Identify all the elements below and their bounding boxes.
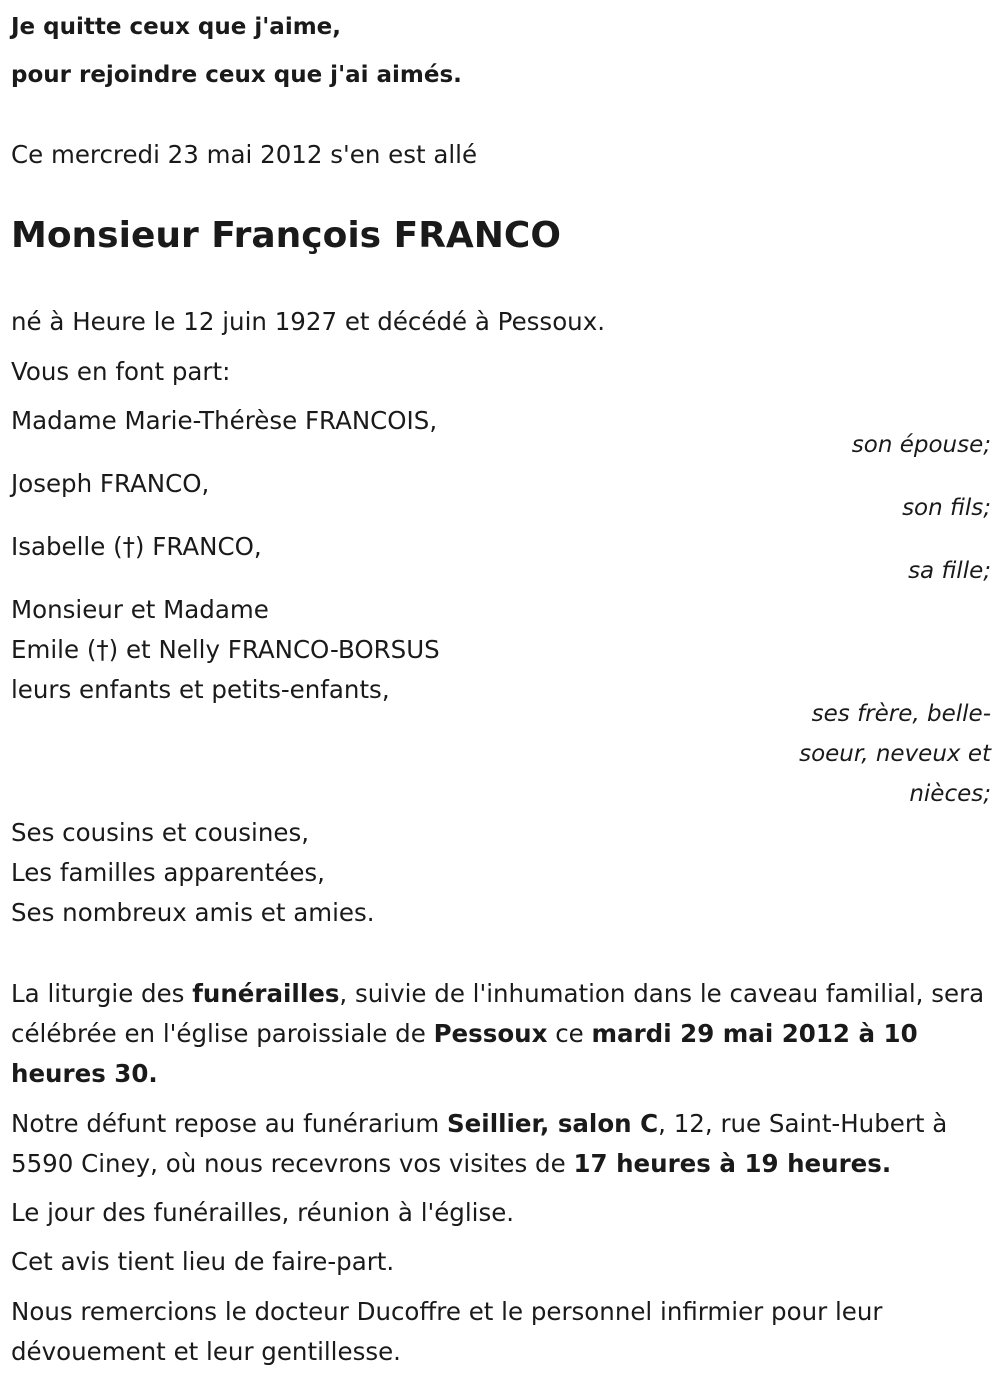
intro-text: Ce mercredi 23 mai 2012 s'en est allé [11,140,478,169]
sibling-line-3: leurs enfants et petits-enfants, [11,675,390,704]
funeral-paragraph [11,974,991,1094]
funeral-text-1: La liturgie des [11,979,193,1008]
family-member-name: Madame Marie-Thérèse FRANCOIS, [11,406,438,435]
deceased-name: Monsieur François FRANCO [11,215,561,256]
quote-line-2: pour rejoindre ceux que j'ai aimés. [11,62,462,88]
funeral-bold-2: Pessoux [433,1019,548,1048]
funeral-bold-1: funérailles [192,979,340,1008]
others-line-1: Ses cousins et cousines, [11,818,309,847]
funerarium-paragraph [11,1104,991,1184]
family-member-relation: son épouse; [851,432,991,458]
notice-text: Cet avis tient lieu de faire-part. [11,1247,395,1276]
family-member-name: Joseph FRANCO, [11,469,210,498]
birth-death-text: né à Heure le 12 juin 1927 et décédé à Pessoux. [11,307,605,336]
funerarium-text-2: , 12, rue Saint-Hubert à 5590 Ciney, où nous recevrons vos visites de [11,1109,948,1178]
funeral-text-3: ce [547,1019,592,1048]
announce-text: Vous en font part: [11,357,231,386]
reunion-text: Le jour des funérailles, réunion à l'église. [11,1198,515,1227]
funerarium-bold-1: Seillier, salon C [447,1109,659,1138]
quote-line-1: Je quitte ceux que j'aime, [11,14,342,40]
sibling-relation-line-1: ses frère, belle- [811,701,991,727]
family-member-relation: sa fille; [908,558,991,584]
sibling-line-2: Emile (†) et Nelly FRANCO-BORSUS [11,635,440,664]
sibling-line-1: Monsieur et Madame [11,595,269,624]
funeral-bold-3: mardi 29 mai 2012 à 10 heures 30. [11,1019,918,1088]
funerarium-bold-2: 17 heures à 19 heures. [573,1149,892,1178]
funeral-text-2: , suivie de l'inhumation dans le caveau familial, sera célébrée en l'église paroissiale de [11,979,985,1048]
thanks-text: Nous remercions le docteur Ducoffre et le personnel infirmier pour leur dévouement et leur gentillesse. [11,1297,883,1366]
sibling-relation-line-3: nièces; [909,781,991,807]
family-member-relation: son fils; [902,495,991,521]
family-member-name: Isabelle (†) FRANCO, [11,532,262,561]
others-line-3: Ses nombreux amis et amies. [11,898,375,927]
funerarium-text-1: Notre défunt repose au funérarium [11,1109,448,1138]
others-line-2: Les familles apparentées, [11,858,325,887]
sibling-relation-line-2: soeur, neveux et [799,741,991,767]
